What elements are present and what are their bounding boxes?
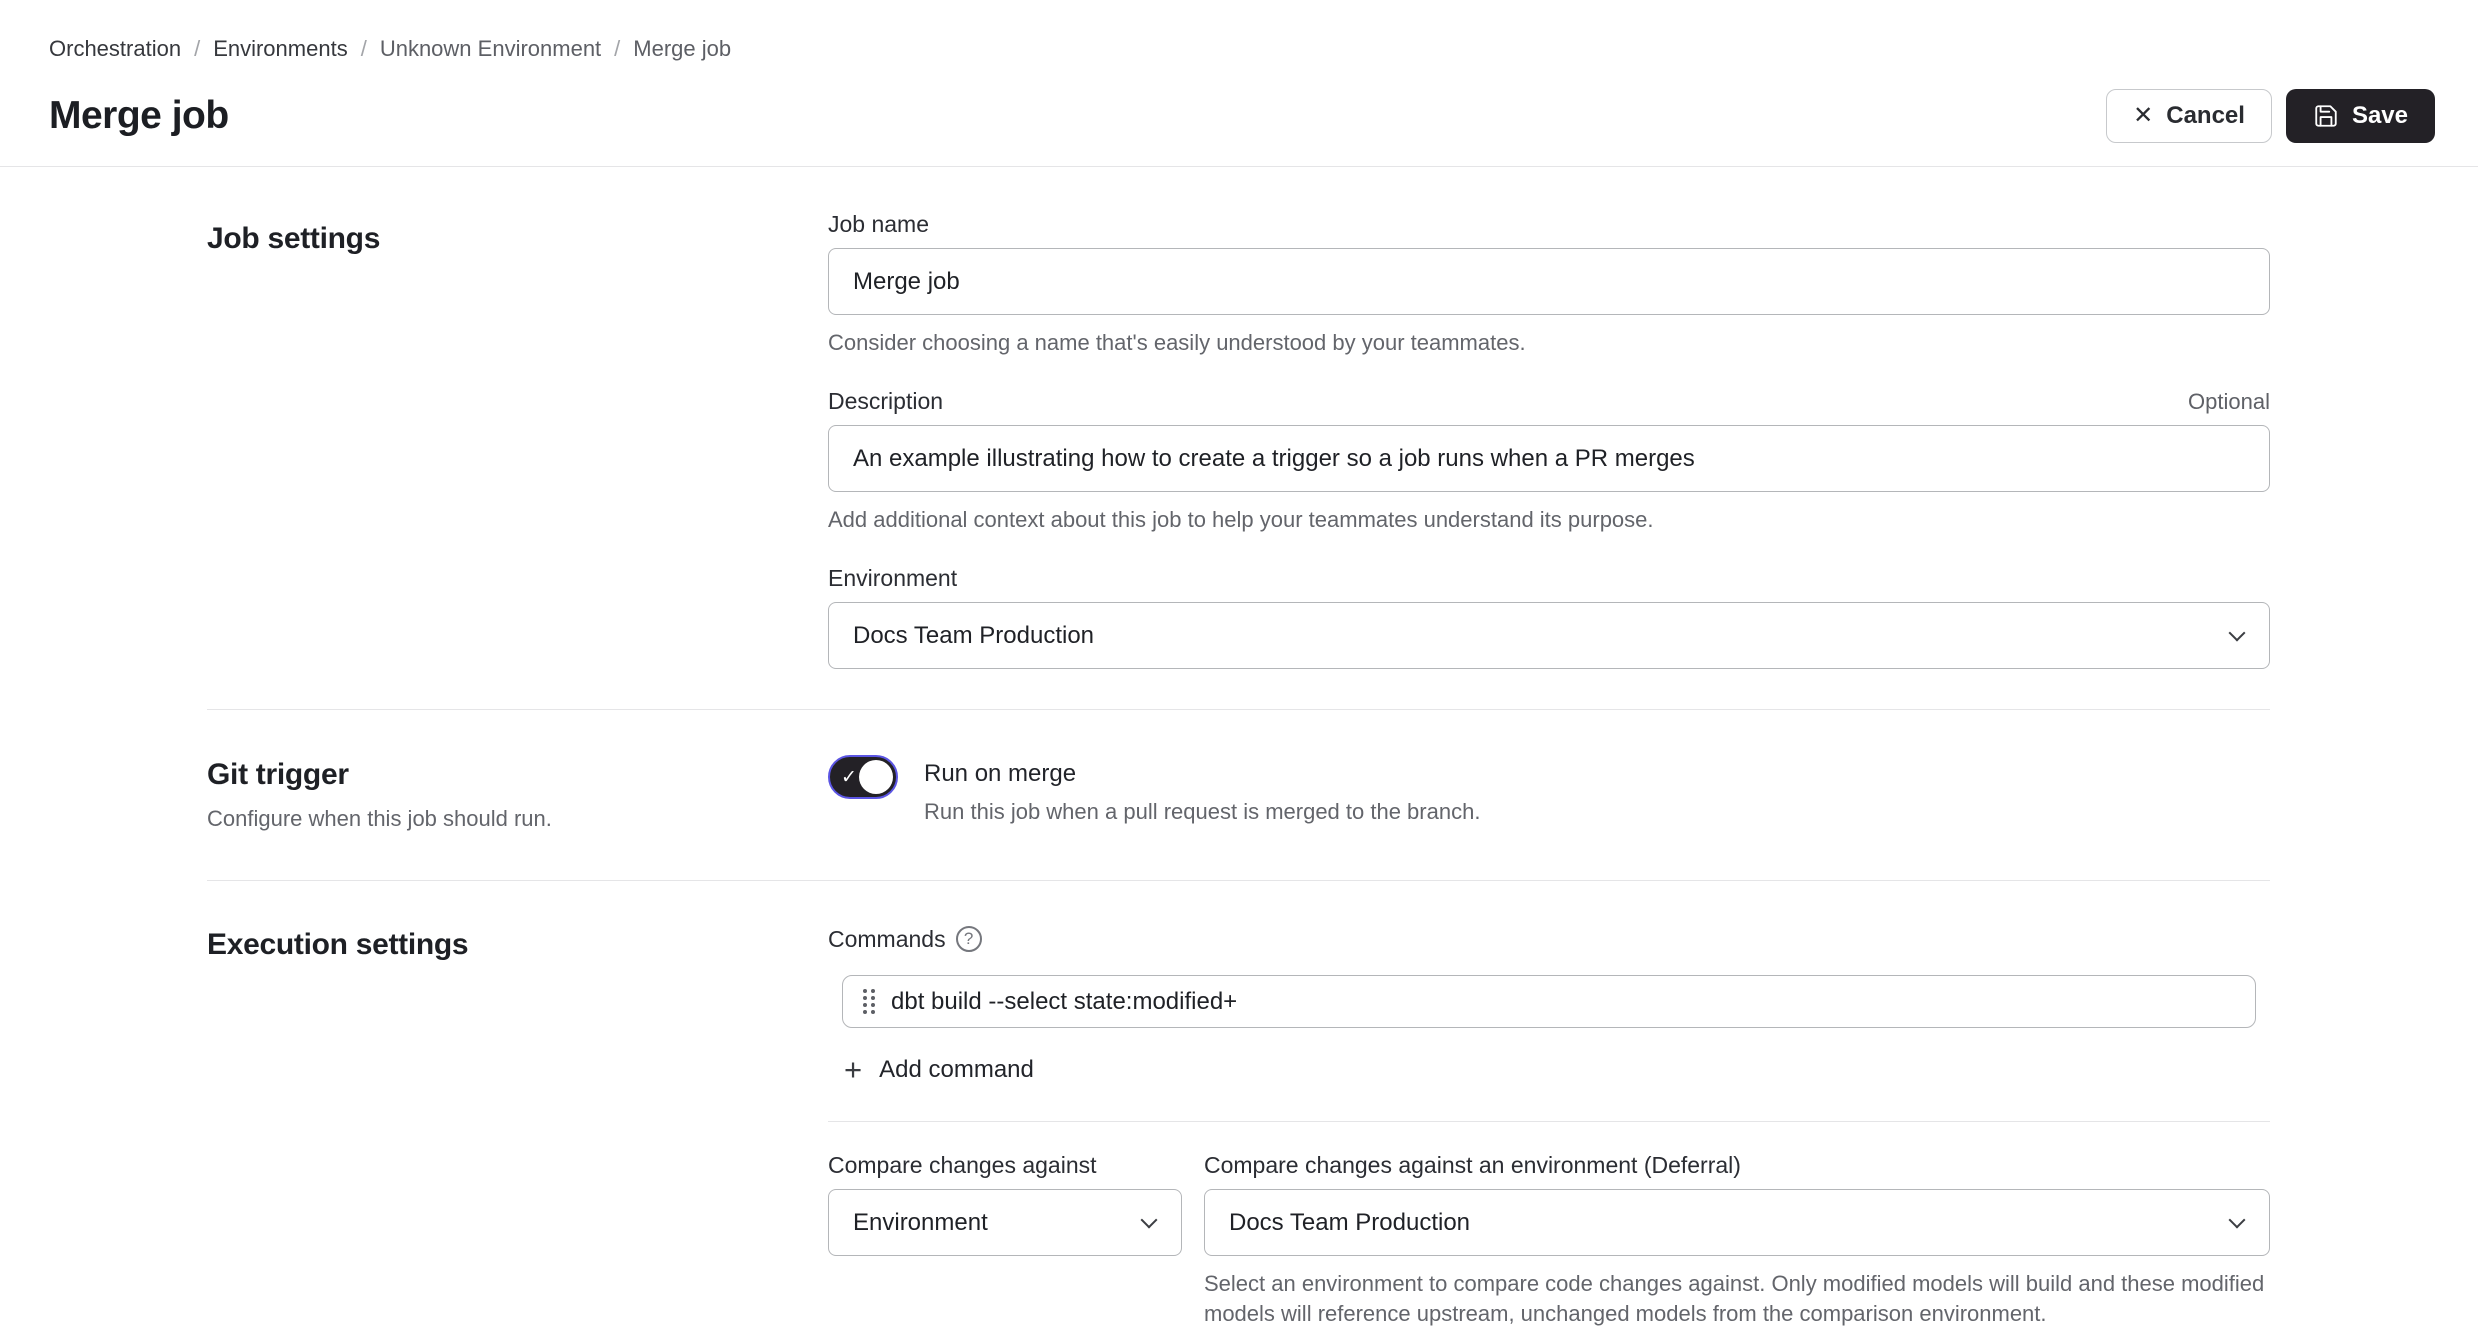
breadcrumb-item-environments[interactable]: Environments [213, 36, 348, 61]
description-helper: Add additional context about this job to help your teammates understand its purpose. [828, 507, 1654, 532]
compare-against-value: Environment [853, 1208, 988, 1236]
environment-field-group [828, 564, 2270, 669]
chevron-down-icon [2229, 624, 2246, 641]
git-trigger-section [207, 710, 2270, 880]
chevron-down-icon [1141, 1211, 1158, 1228]
breadcrumb-item-unknown-environment[interactable]: Unknown Environment [379, 36, 602, 61]
add-command-label: Add command [879, 1055, 1034, 1083]
cancel-button[interactable] [2106, 89, 2272, 143]
command-row[interactable] [842, 975, 2256, 1028]
save-button-label: Save [2351, 102, 2408, 129]
git-trigger-heading: Git trigger [207, 758, 349, 791]
deferral-field-group [1204, 1151, 2270, 1328]
description-label: Description [828, 388, 944, 414]
header-actions [2106, 89, 2435, 143]
close-icon: ✕ [2133, 102, 2154, 129]
deferral-value: Docs Team Production [1229, 1208, 1471, 1236]
job-name-field-group [828, 210, 2270, 358]
job-settings-section [207, 167, 2270, 709]
toggle-knob [859, 760, 893, 794]
save-button[interactable] [2286, 89, 2435, 143]
check-icon: ✓ [841, 766, 857, 788]
compare-against-label: Compare changes against [828, 1152, 1097, 1178]
command-text[interactable]: dbt build --select state:modified+ [891, 987, 1238, 1015]
deferral-select[interactable] [1204, 1189, 2270, 1256]
compare-against-field-group [828, 1151, 1182, 1328]
environment-select[interactable] [828, 602, 2270, 669]
deferral-label: Compare changes against an environment (Deferral) [1204, 1152, 1741, 1178]
add-command-button[interactable] [844, 1054, 1034, 1085]
description-input[interactable] [828, 425, 2270, 492]
save-icon [2313, 103, 2339, 129]
job-name-label: Job name [828, 211, 930, 237]
job-name-helper: Consider choosing a name that's easily understood by your teammates. [828, 330, 1526, 355]
optional-badge: Optional [2188, 389, 2270, 414]
cancel-button-label: Cancel [2166, 102, 2245, 129]
execution-settings-heading: Execution settings [207, 928, 469, 961]
compare-against-select[interactable] [828, 1189, 1182, 1256]
help-icon[interactable]: ? [956, 926, 982, 952]
breadcrumb-separator: / [614, 36, 621, 61]
plus-icon: + [844, 1052, 863, 1087]
run-on-merge-description: Run this job when a pull request is merged to the branch. [924, 799, 1481, 824]
breadcrumb-item-orchestration[interactable]: Orchestration [49, 36, 182, 61]
chevron-down-icon [2229, 1211, 2246, 1228]
commands-divider [828, 1121, 2270, 1122]
git-trigger-subheading: Configure when this job should run. [207, 806, 552, 831]
breadcrumb-separator: / [194, 36, 201, 61]
breadcrumb-item-current: Merge job [633, 36, 732, 61]
breadcrumb [49, 36, 2435, 62]
deferral-helper: Select an environment to compare code changes against. Only modified models will build and these modified models will reference upstream, unchanged models from the comparison environment. [1204, 1271, 2265, 1326]
breadcrumb-separator: / [360, 36, 367, 61]
run-on-merge-toggle[interactable] [828, 755, 898, 799]
run-on-merge-label: Run on merge [924, 760, 1077, 787]
environment-select-value: Docs Team Production [853, 621, 1095, 649]
description-field-group [828, 387, 2270, 535]
drag-handle-icon[interactable] [863, 989, 875, 1014]
page-title: Merge job [49, 94, 229, 137]
execution-settings-section [207, 881, 2270, 1328]
run-on-merge-row [828, 755, 2270, 825]
job-name-input[interactable] [828, 248, 2270, 315]
page-header [0, 0, 2478, 167]
job-settings-heading: Job settings [207, 222, 381, 255]
environment-label: Environment [828, 565, 958, 591]
commands-label: Commands [828, 926, 946, 952]
